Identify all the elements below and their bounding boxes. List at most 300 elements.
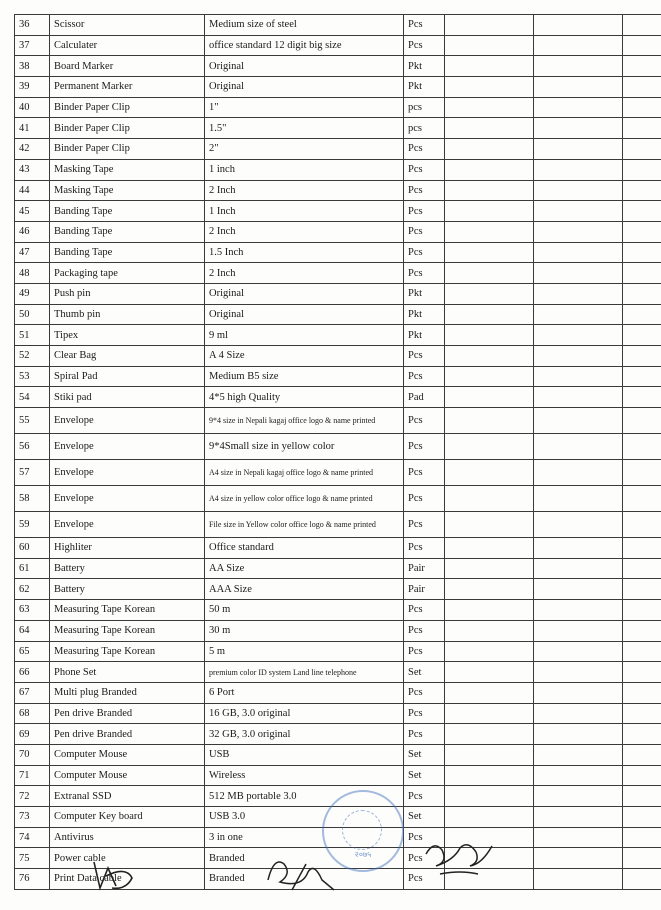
blank-cell: [623, 538, 661, 559]
signature-right: [420, 836, 500, 881]
row-number: 68: [15, 703, 50, 724]
unit: Pcs: [404, 641, 445, 662]
blank-cell: [534, 786, 623, 807]
unit: Pcs: [404, 486, 445, 512]
row-number: 56: [15, 434, 50, 460]
blank-cell: [623, 786, 661, 807]
blank-cell: [534, 538, 623, 559]
blank-cell: [623, 703, 661, 724]
unit: Pkt: [404, 77, 445, 98]
blank-cell: [445, 366, 534, 387]
item-specification: 1.5": [205, 118, 404, 139]
unit: Pkt: [404, 304, 445, 325]
blank-cell: [445, 538, 534, 559]
item-name: Multi plug Branded: [50, 682, 205, 703]
item-specification: 9 ml: [205, 325, 404, 346]
blank-cell: [623, 641, 661, 662]
item-name: Binder Paper Clip: [50, 97, 205, 118]
unit: Pcs: [404, 703, 445, 724]
row-number: 51: [15, 325, 50, 346]
item-specification: 9*4 size in Nepali kagaj office logo & name printed: [205, 408, 404, 434]
item-name: Power cable: [50, 848, 205, 869]
row-number: 69: [15, 724, 50, 745]
unit: Pkt: [404, 325, 445, 346]
table-row: [15, 159, 661, 180]
item-name: Board Marker: [50, 56, 205, 77]
row-number: 74: [15, 827, 50, 848]
blank-cell: [534, 139, 623, 160]
blank-cell: [445, 460, 534, 486]
blank-cell: [534, 304, 623, 325]
blank-cell: [623, 848, 661, 869]
unit: pcs: [404, 97, 445, 118]
item-name: Masking Tape: [50, 159, 205, 180]
blank-cell: [445, 387, 534, 408]
item-name: Phone Set: [50, 662, 205, 683]
item-name: Binder Paper Clip: [50, 139, 205, 160]
unit: Pcs: [404, 346, 445, 367]
table-row: [15, 97, 661, 118]
blank-cell: [623, 408, 661, 434]
row-number: 57: [15, 460, 50, 486]
blank-cell: [534, 263, 623, 284]
table-row: [15, 346, 661, 367]
seal-year: २०७५: [354, 850, 372, 859]
unit: Pcs: [404, 180, 445, 201]
blank-cell: [623, 486, 661, 512]
blank-cell: [534, 180, 623, 201]
item-name: Banding Tape: [50, 201, 205, 222]
blank-cell: [445, 97, 534, 118]
unit: Pcs: [404, 848, 445, 869]
unit: Set: [404, 807, 445, 828]
blank-cell: [534, 56, 623, 77]
table-row: [15, 35, 661, 56]
blank-cell: [445, 56, 534, 77]
blank-cell: [534, 682, 623, 703]
item-name: Pen drive Branded: [50, 703, 205, 724]
blank-cell: [445, 558, 534, 579]
item-specification: 1 inch: [205, 159, 404, 180]
unit: Pcs: [404, 682, 445, 703]
seal-emblem: [342, 810, 382, 850]
item-specification: AA Size: [205, 558, 404, 579]
blank-cell: [445, 486, 534, 512]
blank-cell: [623, 387, 661, 408]
blank-cell: [445, 434, 534, 460]
items-table: [14, 14, 661, 890]
item-name: Spiral Pad: [50, 366, 205, 387]
row-number: 50: [15, 304, 50, 325]
unit: Pcs: [404, 460, 445, 486]
row-number: 54: [15, 387, 50, 408]
blank-cell: [534, 724, 623, 745]
unit: Set: [404, 765, 445, 786]
item-specification: 3 in one: [205, 827, 404, 848]
blank-cell: [534, 600, 623, 621]
blank-cell: [534, 848, 623, 869]
blank-cell: [623, 366, 661, 387]
item-specification: 512 MB portable 3.0: [205, 786, 404, 807]
blank-cell: [623, 512, 661, 538]
table-row: [15, 263, 661, 284]
signature-left: [86, 858, 146, 898]
unit: Set: [404, 662, 445, 683]
table-row: [15, 56, 661, 77]
table-row: [15, 641, 661, 662]
table-row: [15, 765, 661, 786]
row-number: 48: [15, 263, 50, 284]
blank-cell: [623, 139, 661, 160]
blank-cell: [534, 512, 623, 538]
unit: Set: [404, 744, 445, 765]
table-row: [15, 77, 661, 98]
item-name: Permanent Marker: [50, 77, 205, 98]
blank-cell: [445, 180, 534, 201]
table-row: [15, 242, 661, 263]
blank-cell: [623, 827, 661, 848]
blank-cell: [445, 807, 534, 828]
unit: Pair: [404, 558, 445, 579]
item-specification: Original: [205, 283, 404, 304]
unit: Pcs: [404, 724, 445, 745]
row-number: 37: [15, 35, 50, 56]
item-specification: A 4 Size: [205, 346, 404, 367]
blank-cell: [445, 620, 534, 641]
blank-cell: [445, 35, 534, 56]
blank-cell: [623, 807, 661, 828]
table-row: [15, 558, 661, 579]
item-name: Banding Tape: [50, 242, 205, 263]
row-number: 70: [15, 744, 50, 765]
item-specification: 16 GB, 3.0 original: [205, 703, 404, 724]
item-specification: USB: [205, 744, 404, 765]
table-row: [15, 724, 661, 745]
table-row: [15, 600, 661, 621]
blank-cell: [445, 786, 534, 807]
unit: Pcs: [404, 434, 445, 460]
table-row: [15, 408, 661, 434]
row-number: 53: [15, 366, 50, 387]
unit: Pcs: [404, 786, 445, 807]
item-specification: 1.5 Inch: [205, 242, 404, 263]
row-number: 67: [15, 682, 50, 703]
unit: Pcs: [404, 408, 445, 434]
blank-cell: [534, 118, 623, 139]
blank-cell: [445, 304, 534, 325]
blank-cell: [534, 35, 623, 56]
row-number: 45: [15, 201, 50, 222]
item-specification: 30 m: [205, 620, 404, 641]
blank-cell: [534, 283, 623, 304]
item-name: Measuring Tape Korean: [50, 600, 205, 621]
blank-cell: [445, 765, 534, 786]
row-number: 73: [15, 807, 50, 828]
item-name: Measuring Tape Korean: [50, 641, 205, 662]
blank-cell: [534, 366, 623, 387]
blank-cell: [623, 600, 661, 621]
unit: Pcs: [404, 512, 445, 538]
item-name: Print Data cable: [50, 869, 205, 890]
unit: Pad: [404, 387, 445, 408]
item-name: Stiki pad: [50, 387, 205, 408]
table-row: [15, 620, 661, 641]
blank-cell: [623, 579, 661, 600]
item-specification: 6 Port: [205, 682, 404, 703]
item-name: Clear Bag: [50, 346, 205, 367]
row-number: 47: [15, 242, 50, 263]
blank-cell: [623, 869, 661, 890]
blank-cell: [623, 77, 661, 98]
item-specification: Original: [205, 304, 404, 325]
blank-cell: [534, 159, 623, 180]
row-number: 65: [15, 641, 50, 662]
signature-middle: [262, 850, 342, 895]
blank-cell: [534, 346, 623, 367]
blank-cell: [445, 118, 534, 139]
item-specification: A4 size in Nepali kagaj office logo & name printed: [205, 460, 404, 486]
blank-cell: [623, 724, 661, 745]
table-row: [15, 486, 661, 512]
blank-cell: [534, 486, 623, 512]
row-number: 61: [15, 558, 50, 579]
unit: Pkt: [404, 283, 445, 304]
unit: Pcs: [404, 366, 445, 387]
blank-cell: [623, 118, 661, 139]
blank-cell: [445, 283, 534, 304]
blank-cell: [534, 97, 623, 118]
item-name: Highliter: [50, 538, 205, 559]
items-table-body: [15, 15, 661, 890]
blank-cell: [445, 579, 534, 600]
item-name: Calculater: [50, 35, 205, 56]
item-specification: Office standard: [205, 538, 404, 559]
blank-cell: [623, 765, 661, 786]
table-row: [15, 387, 661, 408]
item-specification: 1 Inch: [205, 201, 404, 222]
row-number: 58: [15, 486, 50, 512]
blank-cell: [534, 620, 623, 641]
item-specification: 50 m: [205, 600, 404, 621]
blank-cell: [445, 139, 534, 160]
table-row: [15, 579, 661, 600]
blank-cell: [623, 263, 661, 284]
item-specification: 5 m: [205, 641, 404, 662]
blank-cell: [623, 460, 661, 486]
blank-cell: [445, 724, 534, 745]
unit: Pcs: [404, 221, 445, 242]
item-specification: File size in Yellow color office logo & name printed: [205, 512, 404, 538]
item-specification: 4*5 high Quality: [205, 387, 404, 408]
unit: pcs: [404, 118, 445, 139]
table-row: [15, 682, 661, 703]
blank-cell: [623, 682, 661, 703]
table-row: [15, 201, 661, 222]
row-number: 42: [15, 139, 50, 160]
item-name: Computer Mouse: [50, 765, 205, 786]
item-name: Computer Key board: [50, 807, 205, 828]
blank-cell: [534, 242, 623, 263]
blank-cell: [534, 201, 623, 222]
row-number: 43: [15, 159, 50, 180]
blank-cell: [623, 15, 661, 36]
table-row: [15, 118, 661, 139]
blank-cell: [623, 662, 661, 683]
item-name: Computer Mouse: [50, 744, 205, 765]
blank-cell: [534, 641, 623, 662]
item-name: Envelope: [50, 434, 205, 460]
blank-cell: [534, 77, 623, 98]
item-specification: 2 Inch: [205, 221, 404, 242]
table-row: [15, 366, 661, 387]
unit: Pcs: [404, 35, 445, 56]
blank-cell: [445, 408, 534, 434]
unit: Pcs: [404, 600, 445, 621]
blank-cell: [623, 35, 661, 56]
item-name: Envelope: [50, 512, 205, 538]
item-name: Push pin: [50, 283, 205, 304]
row-number: 39: [15, 77, 50, 98]
blank-cell: [445, 325, 534, 346]
blank-cell: [534, 579, 623, 600]
item-specification: AAA Size: [205, 579, 404, 600]
blank-cell: [623, 97, 661, 118]
blank-cell: [623, 434, 661, 460]
blank-cell: [623, 558, 661, 579]
blank-cell: [534, 765, 623, 786]
item-name: Extranal SSD: [50, 786, 205, 807]
row-number: 40: [15, 97, 50, 118]
item-specification: Wireless: [205, 765, 404, 786]
blank-cell: [445, 201, 534, 222]
item-name: Pen drive Branded: [50, 724, 205, 745]
unit: Pcs: [404, 827, 445, 848]
row-number: 46: [15, 221, 50, 242]
row-number: 63: [15, 600, 50, 621]
blank-cell: [534, 325, 623, 346]
blank-cell: [445, 682, 534, 703]
blank-cell: [623, 346, 661, 367]
row-number: 75: [15, 848, 50, 869]
item-name: Envelope: [50, 486, 205, 512]
item-name: Binder Paper Clip: [50, 118, 205, 139]
table-row: [15, 512, 661, 538]
blank-cell: [445, 159, 534, 180]
table-row: [15, 538, 661, 559]
item-name: Battery: [50, 558, 205, 579]
row-number: 55: [15, 408, 50, 434]
item-specification: Medium size of steel: [205, 15, 404, 36]
blank-cell: [445, 346, 534, 367]
blank-cell: [445, 600, 534, 621]
blank-cell: [534, 744, 623, 765]
table-row: [15, 283, 661, 304]
unit: Pcs: [404, 159, 445, 180]
item-specification: 2": [205, 139, 404, 160]
table-row: [15, 460, 661, 486]
row-number: 66: [15, 662, 50, 683]
table-row: [15, 325, 661, 346]
item-specification: office standard 12 digit big size: [205, 35, 404, 56]
item-specification: Branded: [205, 869, 404, 890]
item-name: Masking Tape: [50, 180, 205, 201]
unit: Pair: [404, 579, 445, 600]
blank-cell: [623, 201, 661, 222]
blank-cell: [445, 242, 534, 263]
item-specification: 1": [205, 97, 404, 118]
row-number: 76: [15, 869, 50, 890]
blank-cell: [534, 703, 623, 724]
blank-cell: [534, 558, 623, 579]
blank-cell: [623, 221, 661, 242]
item-name: Scissor: [50, 15, 205, 36]
unit: Pcs: [404, 620, 445, 641]
blank-cell: [623, 744, 661, 765]
unit: Pcs: [404, 201, 445, 222]
unit: Pcs: [404, 15, 445, 36]
item-name: Tipex: [50, 325, 205, 346]
unit: Pcs: [404, 139, 445, 160]
blank-cell: [445, 221, 534, 242]
row-number: 71: [15, 765, 50, 786]
item-specification: 32 GB, 3.0 original: [205, 724, 404, 745]
table-row: [15, 221, 661, 242]
table-row: [15, 15, 661, 36]
item-specification: USB 3.0: [205, 807, 404, 828]
table-row: [15, 434, 661, 460]
blank-cell: [534, 15, 623, 36]
blank-cell: [623, 56, 661, 77]
blank-cell: [534, 221, 623, 242]
blank-cell: [623, 325, 661, 346]
table-row: [15, 139, 661, 160]
blank-cell: [534, 662, 623, 683]
blank-cell: [445, 662, 534, 683]
blank-cell: [445, 744, 534, 765]
unit: Pcs: [404, 242, 445, 263]
blank-cell: [623, 620, 661, 641]
item-specification: premium color ID system Land line telephone: [205, 662, 404, 683]
blank-cell: [445, 641, 534, 662]
unit: Pcs: [404, 538, 445, 559]
unit: Pcs: [404, 869, 445, 890]
row-number: 49: [15, 283, 50, 304]
blank-cell: [623, 180, 661, 201]
item-specification: Medium B5 size: [205, 366, 404, 387]
row-number: 52: [15, 346, 50, 367]
blank-cell: [534, 434, 623, 460]
row-number: 36: [15, 15, 50, 36]
blank-cell: [534, 869, 623, 890]
blank-cell: [534, 387, 623, 408]
blank-cell: [534, 408, 623, 434]
item-name: Antivirus: [50, 827, 205, 848]
item-name: Measuring Tape Korean: [50, 620, 205, 641]
item-name: Envelope: [50, 408, 205, 434]
table-row: [15, 703, 661, 724]
blank-cell: [445, 703, 534, 724]
table-row: [15, 304, 661, 325]
item-name: Battery: [50, 579, 205, 600]
item-specification: Branded: [205, 848, 404, 869]
table-row: [15, 744, 661, 765]
item-name: Packaging tape: [50, 263, 205, 284]
unit: Pkt: [404, 56, 445, 77]
item-name: Thumb pin: [50, 304, 205, 325]
blank-cell: [623, 283, 661, 304]
blank-cell: [623, 242, 661, 263]
blank-cell: [534, 827, 623, 848]
